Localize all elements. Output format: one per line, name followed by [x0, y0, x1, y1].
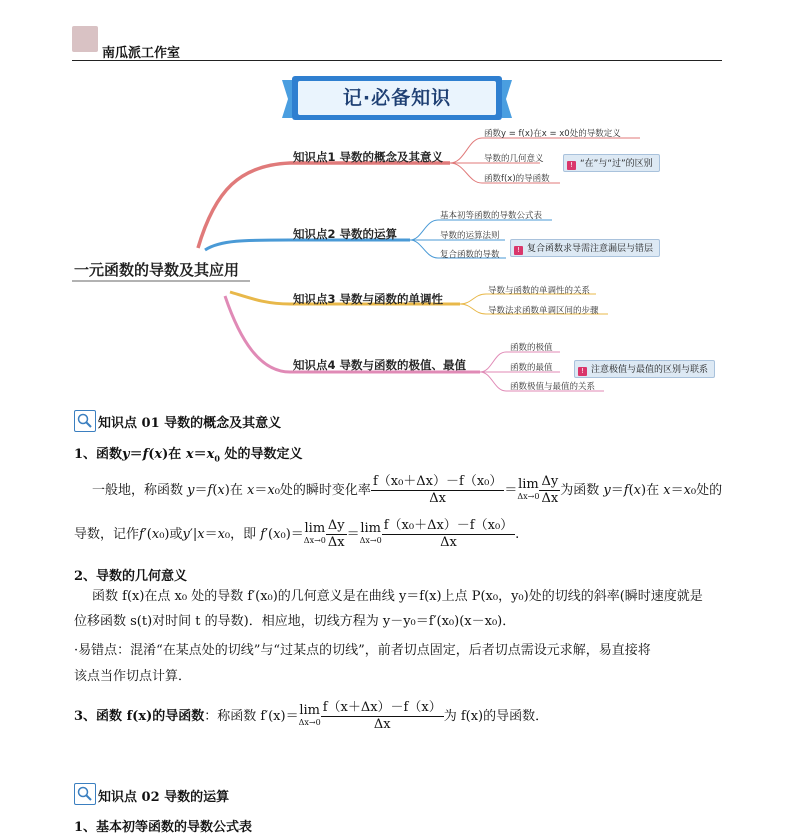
- section1-para5: ·易错点：混淆“在某点处的切线”与“过某点的切线”，前者切点固定，后者切点需设元求解，易直接将: [74, 643, 651, 658]
- mindmap-k2-title: 知识点2 导数的运算: [293, 227, 398, 241]
- text: 导数，记作: [74, 527, 140, 542]
- var-x: x: [154, 447, 163, 462]
- mindmap-k4-leaf: 函数的最值: [510, 363, 553, 373]
- lim: lim: [360, 520, 382, 536]
- mindmap-k4-title: 知识点4 导数与函数的极值、最值: [293, 358, 467, 372]
- mindmap-k1-leaf: 导数的几何意义: [484, 154, 544, 164]
- denominator: Δx: [541, 491, 559, 506]
- eq: ＝: [346, 527, 360, 542]
- mindmap-k4-tip: [574, 360, 715, 378]
- denominator: Δx: [429, 491, 447, 506]
- magnifier-doc-icon: [74, 410, 96, 432]
- section1-para2: 导数，记作f′(x₀)或y′|x＝x₀，即 f′(x₀)＝ lim Δx→0 $\frac{\Delta y}{\Delta x}$ ＝ lim Δx→0 $\frac{\text{f（x₀＋Δx）－f（x₀）}}{\Delta x}$ .: [74, 518, 520, 550]
- tip-text: 复合函数求导需注意漏层与错层: [527, 244, 654, 254]
- var-y: y: [122, 447, 130, 462]
- section1-item1-title: 1、函数y＝f(x)在 $x=x_0$ 处的导数定义: [74, 447, 303, 464]
- fraction: [539, 474, 560, 507]
- text: 为函数: [560, 483, 600, 498]
- text: 为 f(x)的导函数．: [443, 709, 549, 724]
- eq: ＝: [290, 527, 304, 542]
- text: 处的: [696, 483, 723, 498]
- mindmap-k2-leaf: 导数的运算法则: [440, 231, 500, 241]
- fraction: [321, 700, 444, 733]
- magnifier-doc-icon: [74, 783, 96, 805]
- mindmap-k1-leaf: 函数y = f(x)在x = x0处的导数定义: [484, 129, 621, 139]
- mindmap-k4-leaf: 函数极值与最值的关系: [510, 382, 596, 392]
- mindmap-k1-tip: [563, 154, 660, 172]
- denominator: Δx: [327, 535, 345, 550]
- text: 在: [229, 483, 243, 498]
- section1-para1: 一般地，称函数 y＝f(x)在 x＝x₀处的瞬时变化率 $\frac{\text{f（x₀＋Δx）－f（x₀）}}{\Delta x}$ ＝ lim Δx→0 $\frac{\Delta y}{\Delta x}$ 为函数 y＝f(x)在 x＝x₀处的: [92, 474, 723, 506]
- var-x0: x: [185, 447, 194, 462]
- numerator: f（x＋Δx）－f（x）: [322, 700, 442, 715]
- section1-item3: [74, 700, 548, 733]
- section1-item2-title: 2、导数的几何意义: [74, 569, 188, 584]
- limit: [303, 520, 326, 547]
- mindmap-root: 一元函数的导数及其应用: [74, 261, 240, 279]
- mindmap-k2-leaf: 复合函数的导数: [440, 250, 500, 260]
- lim-sub: Δx→0: [298, 717, 321, 727]
- text: ，即: [230, 527, 257, 542]
- denominator: Δx: [373, 717, 391, 732]
- numerator: f（x₀＋Δx）－f（x₀）: [383, 518, 514, 533]
- warning-icon: !: [567, 161, 576, 170]
- var-x0: x: [206, 447, 215, 462]
- fraction: [382, 518, 515, 551]
- mindmap-k1-title: 知识点1 导数的概念及其意义: [293, 150, 444, 164]
- mindmap-lines: [0, 0, 790, 400]
- lim-sub: Δx→0: [303, 535, 326, 545]
- mindmap-k2-tip: [510, 239, 660, 257]
- item-rest: 处的导数定义: [224, 447, 303, 462]
- mindmap-k1-leaf: 函数f(x)的导函数: [484, 174, 550, 184]
- lim-sub: Δx→0: [517, 491, 540, 501]
- sub-0: 0: [214, 453, 220, 464]
- tip-text: “在”与“过”的区别: [580, 159, 653, 169]
- var-f: f: [142, 447, 149, 462]
- warning-icon: !: [578, 367, 587, 376]
- lim: lim: [299, 702, 320, 718]
- section1-title: 知识点 01 导数的概念及其意义: [98, 416, 282, 431]
- mindmap-k3-leaf: 导数与函数的单调性的关系: [488, 286, 591, 296]
- item-label: 1、函数: [74, 447, 123, 462]
- limit: [517, 476, 540, 503]
- lim: lim: [304, 520, 326, 536]
- numerator: Δy: [541, 474, 559, 489]
- fraction: [326, 518, 347, 551]
- section2-item1-title: 1、基本初等函数的导数公式表: [74, 820, 253, 835]
- section1-para6: 该点当作切点计算．: [74, 669, 192, 684]
- text: 一般地，称函数: [92, 483, 184, 498]
- text: 或: [169, 527, 183, 542]
- numerator: f（x₀＋Δx）－f（x₀）: [372, 474, 503, 489]
- eq: ＝: [129, 447, 143, 462]
- tip-text: 注意极值与最值的区别与联系: [591, 365, 709, 375]
- limit: [298, 702, 321, 729]
- text: .: [515, 527, 520, 542]
- mindmap-k4-leaf: 函数的极值: [510, 343, 553, 353]
- section1-para3: 函数 f(x)在点 x₀ 处的导数 f′(x₀)的几何意义是在曲线 y＝f(x)上点 P(x₀，y₀)处的切线的斜率(瞬时速度就是: [92, 589, 703, 604]
- denominator: Δx: [440, 535, 457, 550]
- fraction: [371, 474, 504, 507]
- eq: ＝: [193, 447, 207, 462]
- lim-sub: Δx→0: [359, 535, 382, 545]
- item-label: 3、函数 f(x)的导函数: [74, 709, 205, 724]
- mindmap-k2-leaf: 基本初等函数的导数公式表: [440, 211, 543, 221]
- lim: lim: [518, 476, 539, 492]
- text: 处的瞬时变化率: [279, 483, 371, 498]
- text: 在: [646, 483, 660, 498]
- numerator: Δy: [327, 518, 345, 533]
- banner-title: 记·必备知识: [342, 87, 452, 109]
- section2-title: 知识点 02 导数的运算: [98, 790, 230, 805]
- mindmap-k3-leaf: 导数法求函数单调区间的步骤: [488, 306, 599, 316]
- word-at: 在: [168, 447, 182, 462]
- text: ：称函数 f′(x)＝: [204, 709, 299, 724]
- section1-para4: 位移函数 s(t)对时间 t 的导数)．相应地，切线方程为 y－y₀＝f′(x₀)(x－x₀)．: [74, 614, 516, 629]
- header-title: 南瓜派工作室: [102, 46, 181, 61]
- mindmap-k3-title: 知识点3 导数与函数的单调性: [293, 292, 444, 306]
- limit: [359, 520, 382, 547]
- warning-icon: !: [514, 246, 523, 255]
- eq: ＝: [504, 483, 518, 498]
